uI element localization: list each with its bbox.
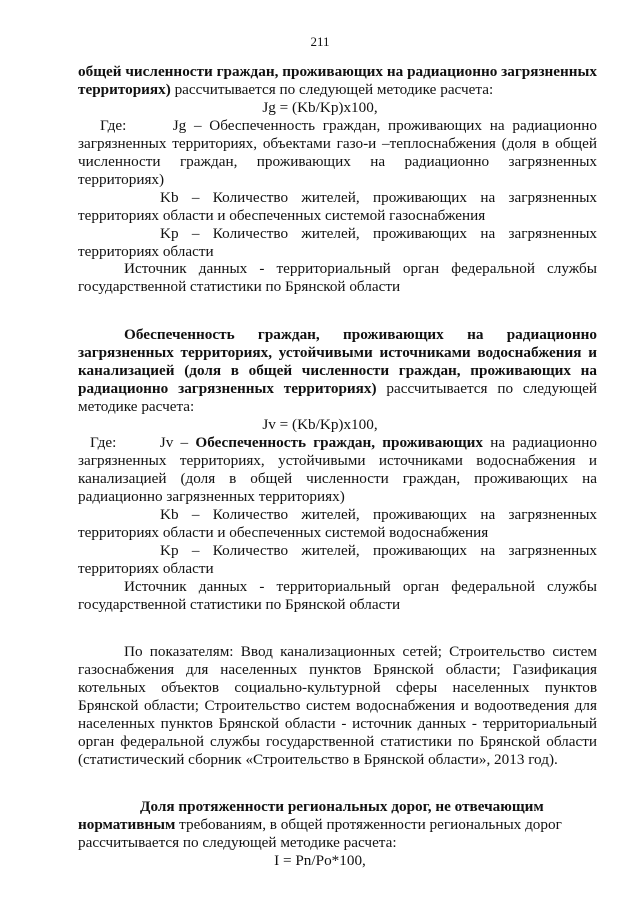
s1-line-13: государственной статистики по Брянской области [78, 278, 401, 295]
s2-line-3: канализацией (доля в общей численности граждан, проживающих на [78, 362, 597, 379]
s1-line-9: территориях области и обеспеченных системой газоснабжения [78, 207, 486, 224]
s1-line-12: Источник данных - территориальный орган федеральной службы [124, 260, 597, 277]
s1-line-5: загрязненных территориях, объектами газо-и –теплоснабжения (доля в общей [78, 135, 597, 152]
s3-line-2: газоснабжения для населенных пунктов Брянской области; Газификация [78, 661, 597, 678]
s2-line-1: Обеспеченность граждан, проживающих на радиационно [124, 326, 597, 343]
s1-line-2: территориях) рассчитывается по следующей методике расчета: [78, 81, 494, 98]
s3-line-1: По показателям: Ввод канализационных сетей; Строительство систем [124, 643, 597, 660]
s2-line-9: канализацией (доля в общей численности граждан, проживающих на [78, 470, 597, 487]
s3-line-3: котельных объектов социально-культурной сферы населенных пунктов [78, 679, 597, 696]
s2-line-16: государственной статистики по Брянской области [78, 596, 401, 613]
s2-line-2: загрязненных территориях, устойчивыми источниками водоснабжения и [78, 344, 597, 361]
s1-line-11: территориях области [78, 243, 214, 260]
s2-line-4: радиационно загрязненных территориях) рассчитывается по следующей [78, 380, 598, 397]
s2-line-12: территориях области и обеспеченных системой водоснабжения [78, 524, 489, 541]
s2-line-15: Источник данных - территориальный орган федеральной службы [124, 578, 597, 595]
s1-line-4: Где: Jg – Обеспеченность граждан, проживающих на радиационно [100, 117, 597, 134]
s1-line-7: территориях) [78, 171, 165, 188]
s2-line-5: методике расчета: [78, 398, 195, 415]
s1-line-6: численности граждан, проживающих на радиационно загрязненных [78, 153, 597, 170]
s3-line-5: населенных пунктов Брянской области - источник данных - территориальный [78, 715, 597, 732]
s2-line-11: Kb – Количество жителей, проживающих на загрязненных [160, 506, 597, 523]
page-number: 211 [310, 34, 330, 49]
s3-line-7: (статистический сборник «Строительство в Брянской области», 2013 год). [78, 751, 558, 768]
s2-line-14: территориях области [78, 560, 214, 577]
s2-line-8: загрязненных территориях, устойчивыми источниками водоснабжения и [78, 452, 597, 469]
s1-line-1: общей численности граждан, проживающих на радиационно загрязненных [78, 63, 597, 80]
s2-line-13: Kp – Количество жителей, проживающих на загрязненных [160, 542, 597, 559]
s3-line-4: Брянской области; Строительство систем водоснабжения и водоотведения для [78, 697, 597, 714]
s1-line-8: Kb – Количество жителей, проживающих на загрязненных [160, 189, 597, 206]
s4-line-3: рассчитывается по следующей методике расчета: [78, 834, 397, 851]
s4-formula: I = Pn/Po*100, [274, 852, 366, 869]
s2-line-7: Где: Jv – Обеспеченность граждан, проживающих на радиационно [90, 434, 597, 451]
s4-line-2: нормативным требованиям, в общей протяженности региональных дорог [78, 816, 562, 833]
s1-formula: Jg = (Kb/Kp)x100, [262, 99, 378, 116]
s2-formula: Jv = (Kb/Kp)x100, [262, 416, 378, 433]
s4-line-1: Доля протяженности региональных дорог, не отвечающим [140, 798, 544, 815]
s1-line-10: Kp – Количество жителей, проживающих на загрязненных [160, 225, 597, 242]
s2-line-10: радиационно загрязненных территориях) [78, 488, 345, 505]
s3-line-6: орган федеральной службы государственной статистики по Брянской области [78, 733, 597, 750]
